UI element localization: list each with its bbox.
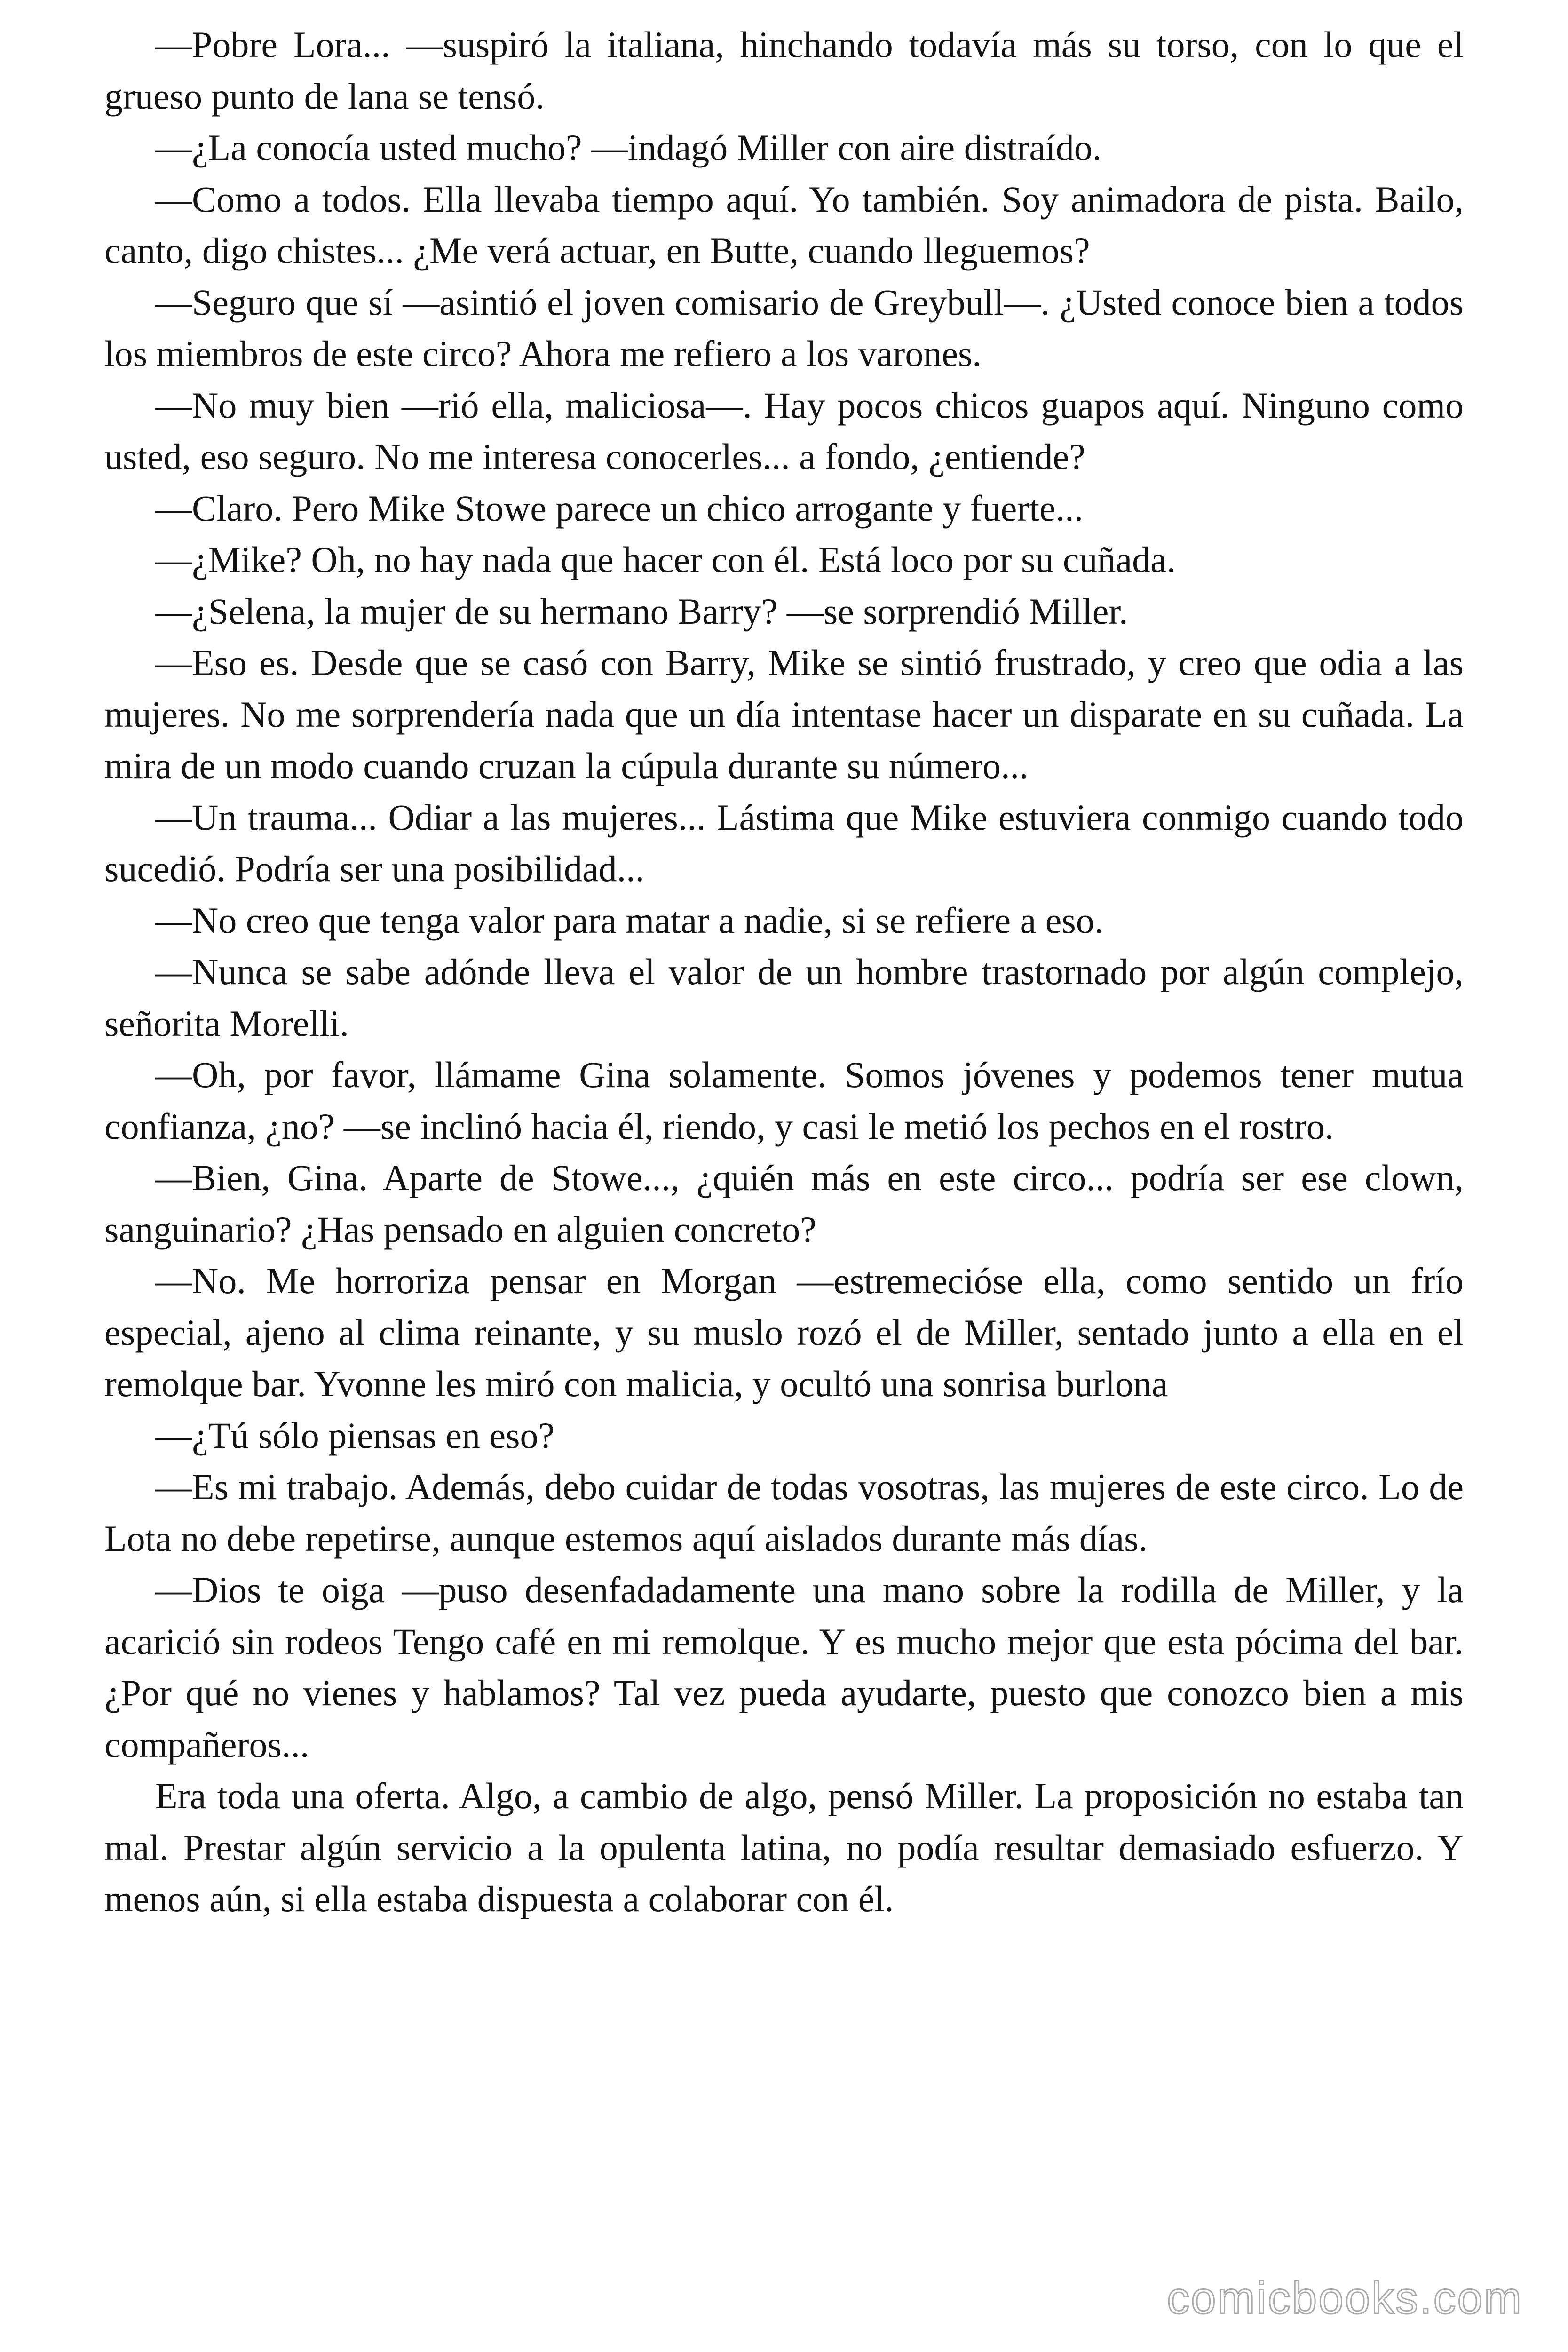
paragraph: —Nunca se sabe adónde lleva el valor de un hombre trastornado por algún complejo, señorita Morelli. (104, 951, 1464, 1044)
paragraph: —Claro. Pero Mike Stowe parece un chico arrogante y fuerte... (155, 487, 1084, 529)
paragraph: —¿La conocía usted mucho? —indagó Miller con aire distraído. (155, 127, 1102, 168)
paragraph: —No creo que tenga valor para matar a nadie, si se refiere a eso. (155, 899, 1104, 941)
paragraph: —¿Mike? Oh, no hay nada que hacer con él. Está loco por su cuñada. (155, 539, 1176, 580)
paragraph: —Un trauma... Odiar a las mujeres... Lástima que Mike estuviera conmigo cuando todo sucedió. Podría ser una posibilidad... (104, 796, 1464, 889)
paragraph: Era toda una oferta. Algo, a cambio de algo, pensó Miller. La proposición no estaba tan mal. Prestar algún servicio a la opulenta latina, no podía resultar demasiado esfuerzo. Y menos aún, si ella estaba dispuesta a colaborar con él. (104, 1775, 1464, 1919)
paragraph: —Bien, Gina. Aparte de Stowe..., ¿quién más en este circo... podría ser ese clown, sanguinario? ¿Has pensado en alguien concreto? (104, 1157, 1464, 1250)
paragraph: —No muy bien —rió ella, maliciosa—. Hay pocos chicos guapos aquí. Ninguno como usted, eso seguro. No me interesa conocerles... a fondo, ¿entiende? (104, 384, 1464, 477)
paragraph: —¿Tú sólo piensas en eso? (155, 1414, 555, 1456)
page-body (104, 19, 1464, 1925)
paragraph: —Oh, por favor, llámame Gina solamente. Somos jóvenes y podemos tener mutua confianza, ¿no? —se inclinó hacia él, riendo, y casi le metió los pechos en el rostro. (104, 1054, 1464, 1147)
paragraph: —Eso es. Desde que se casó con Barry, Mike se sintió frustrado, y creo que odia a las mujeres. No me sorprendería nada que un día intentase hacer un disparate en su cuñada. La mira de un modo cuando cruzan la cúpula durante su número... (104, 642, 1464, 786)
paragraph: —Seguro que sí —asintió el joven comisario de Greybull—. ¿Usted conoce bien a todos los miembros de este circo? Ahora me refiero a los varones. (104, 281, 1464, 374)
paragraph: —¿Selena, la mujer de su hermano Barry? —se sorprendió Miller. (155, 590, 1128, 632)
paragraph: —Como a todos. Ella llevaba tiempo aquí. Yo también. Soy animadora de pista. Bailo, canto, digo chistes... ¿Me verá actuar, en Butte, cuando lleguemos? (104, 178, 1464, 271)
paragraph: —Es mi trabajo. Además, debo cuidar de todas vosotras, las mujeres de este circo. Lo de Lota no debe repetirse, aunque estemos aquí aislados durante más días. (104, 1466, 1464, 1559)
paragraph: —Pobre Lora... —suspiró la italiana, hinchando todavía más su torso, con lo que el grueso punto de lana se tensó. (104, 24, 1464, 117)
watermark: comicbooks.com (1167, 2273, 1523, 2323)
paragraph: —Dios te oiga —puso desenfadadamente una mano sobre la rodilla de Miller, y la acarició sin rodeos Tengo café en mi remolque. Y es mucho mejor que esta pócima del bar. ¿Por qué no vienes y hablamos? Tal vez pueda ayudarte, puesto que conozco bien a mis compañeros... (104, 1569, 1464, 1765)
paragraph: —No. Me horroriza pensar en Morgan —estremecióse ella, como sentido un frío especial, ajeno al clima reinante, y su muslo rozó el de Miller, sentado junto a ella en el remolque bar. Yvonne les miró con malicia, y ocultó una sonrisa burlona (104, 1260, 1464, 1404)
